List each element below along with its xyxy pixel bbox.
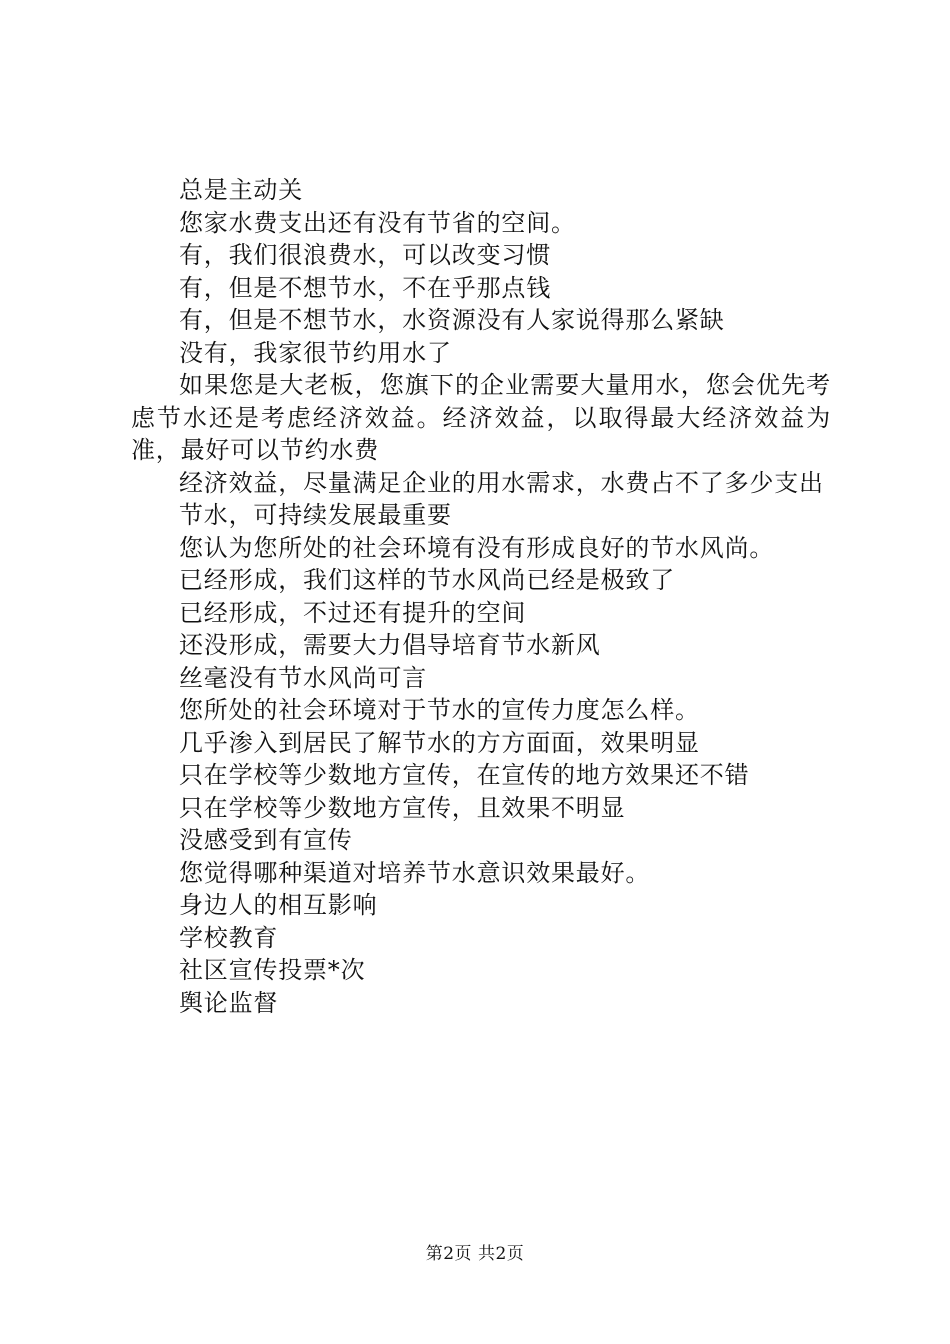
paragraph: 有，我们很浪费水，可以改变习惯 bbox=[179, 241, 551, 269]
paragraph: 没有，我家很节约用水了 bbox=[179, 338, 452, 367]
paragraph: 还没形成，需要大力倡导培育节水新风 bbox=[179, 631, 601, 659]
paragraph: 经济效益，尽量满足企业的用水需求，水费占不了多少支出 bbox=[179, 468, 824, 497]
paragraph: 只在学校等少数地方宣传，且效果不明显 bbox=[179, 793, 626, 822]
paragraph: 有，但是不想节水，不在乎那点钱 bbox=[179, 273, 551, 302]
paragraph: 丝毫没有节水风尚可言 bbox=[179, 663, 427, 692]
paragraph: 有，但是不想节水，水资源没有人家说得那么紧缺 bbox=[179, 306, 725, 334]
paragraph: 您家水费支出还有没有节省的空间。 bbox=[179, 208, 576, 237]
paragraph: 社区宣传投票*次 bbox=[179, 956, 366, 984]
paragraph: 总是主动关 bbox=[179, 176, 303, 204]
paragraph: 您认为您所处的社会环境有没有形成良好的节水风尚。 bbox=[179, 533, 775, 562]
paragraph: 您觉得哪种渠道对培养节水意识效果最好。 bbox=[179, 858, 651, 887]
paragraph: 如果您是大老板，您旗下的企业需要大量用水，您会优先考虑节水还是考虑经济效益。经济效益，以取得最大经济效益为准，最好可以节约水费 bbox=[131, 371, 831, 464]
document-body bbox=[131, 174, 831, 1019]
paragraph: 已经形成，不过还有提升的空间 bbox=[179, 598, 527, 627]
paragraph: 已经形成，我们这样的节水风尚已经是极致了 bbox=[179, 566, 675, 594]
paragraph: 节水，可持续发展最重要 bbox=[179, 501, 452, 529]
paragraph: 舆论监督 bbox=[179, 988, 279, 1017]
paragraph: 只在学校等少数地方宣传，在宣传的地方效果还不错 bbox=[179, 761, 750, 789]
paragraph: 没感受到有宣传 bbox=[179, 826, 353, 854]
paragraph: 几乎渗入到居民了解节水的方方面面，效果明显 bbox=[179, 728, 700, 757]
paragraph: 身边人的相互影响 bbox=[179, 891, 378, 919]
paragraph: 学校教育 bbox=[179, 923, 279, 952]
page-number-footer: 第2页 共2页 bbox=[425, 1244, 525, 1264]
paragraph: 您所处的社会环境对于节水的宣传力度怎么样。 bbox=[179, 696, 700, 724]
